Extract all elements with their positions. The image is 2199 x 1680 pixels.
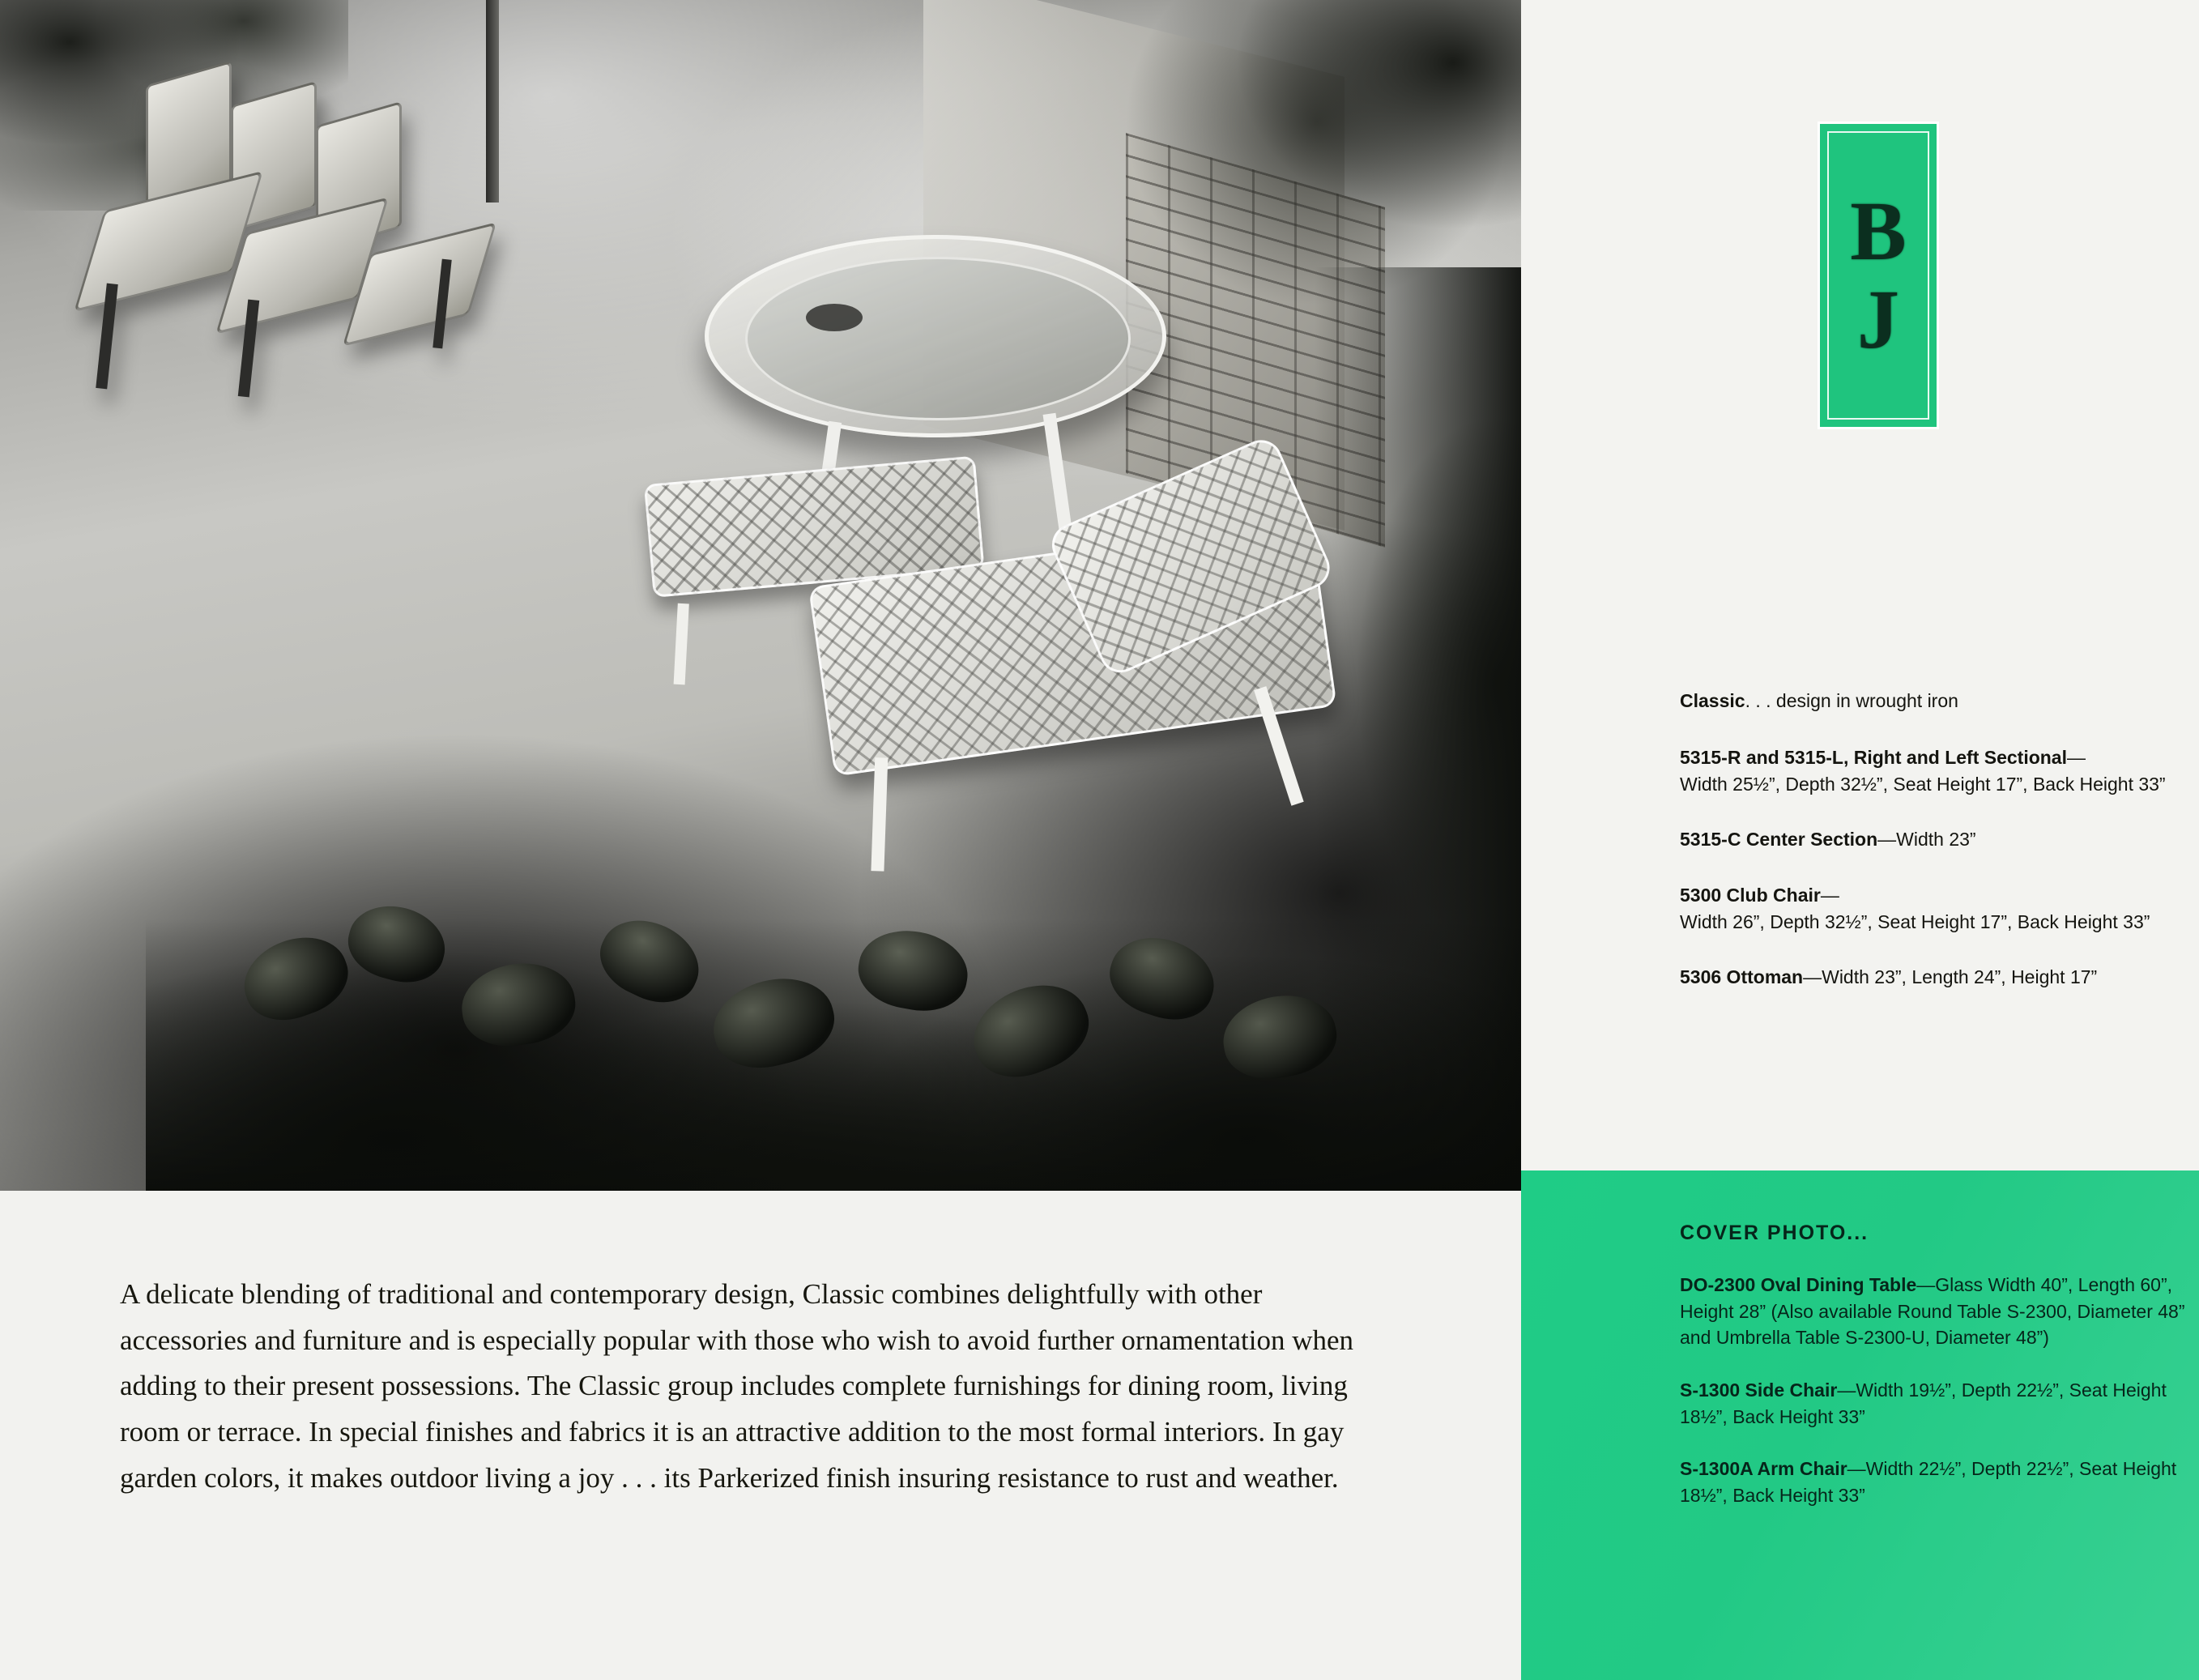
spec-item: [1680, 744, 2182, 797]
spec-headline-bold: Classic: [1680, 690, 1745, 711]
logo-letter-j: J: [1857, 273, 1899, 366]
ottoman-leg: [674, 603, 689, 685]
bj-logo: [1818, 122, 1939, 429]
spec-item: [1680, 882, 2182, 935]
spec-item-detail: Width 26”, Depth 32½”, Seat Height 17”, Back Height 33”: [1680, 910, 2150, 932]
spec-item-dash: —: [2067, 747, 2086, 769]
cover-spec-item: [1680, 1456, 2190, 1508]
spec-item-code: 5300 Club Chair: [1680, 885, 1821, 906]
classic-specifications: [1680, 689, 2182, 991]
cover-spec-dash: —: [1847, 1458, 1866, 1480]
spec-item-dash: —: [1803, 966, 1822, 988]
oval-dining-table: [705, 235, 1166, 437]
spec-item-detail: Width 25½”, Depth 32½”, Seat Height 17”, Back Height 33”: [1680, 773, 2166, 795]
spec-item-dash: —: [1820, 885, 1839, 906]
cover-spec-detail: Glass Width 40”, Length 60”, Height 28” (Also available Round Table S-2300, Diameter 48” and Umbrella Table S-2300-U, Diameter 48”): [1680, 1274, 2185, 1349]
spec-item-code: 5306 Ottoman: [1680, 966, 1804, 988]
spec-headline: [1680, 689, 2182, 714]
cover-photo-specifications: [1680, 1272, 2190, 1509]
spec-item-dash: —: [1877, 829, 1897, 851]
cover-spec-code: DO-2300 Oval Dining Table: [1680, 1274, 1917, 1295]
spec-item-code: 5315-R and 5315-L, Right and Left Sectional: [1680, 747, 2067, 769]
logo-letter-b: B: [1850, 184, 1907, 278]
description-panel: [0, 1191, 1521, 1680]
foliage-foreground: [146, 842, 1521, 1191]
spec-item-detail: Width 23”: [1896, 829, 1976, 851]
cover-spec-item: [1680, 1272, 2190, 1351]
spec-item-code: 5315-C Center Section: [1680, 829, 1878, 851]
table-centerpiece: [806, 304, 863, 331]
cover-photograph: [0, 0, 1521, 1191]
sectional-sofa: [57, 57, 559, 397]
cover-photo-title: COVER PHOTO...: [1680, 1222, 1869, 1244]
spec-item-detail: Width 23”, Length 24”, Height 17”: [1822, 966, 2098, 988]
spec-headline-rest: . . . design in wrought iron: [1745, 690, 1958, 711]
cover-spec-item: [1680, 1377, 2190, 1430]
cover-photo-panel: [1521, 1170, 2199, 1680]
logo-letters: [1820, 124, 1937, 427]
table-glass-top: [745, 257, 1131, 420]
spec-item: [1680, 964, 2182, 991]
spec-item: [1680, 826, 2182, 853]
spec-panel: [1521, 0, 2199, 1170]
cover-spec-dash: —: [1837, 1379, 1856, 1401]
cover-spec-detail: Width 19½”, Depth 22½”, Seat Height 18½”, Back Height 33”: [1680, 1379, 2167, 1427]
post: [486, 0, 499, 203]
cover-spec-dash: —: [1916, 1274, 1936, 1295]
cover-spec-code: S-1300 Side Chair: [1680, 1379, 1838, 1401]
cover-spec-detail: Width 22½”, Depth 22½”, Seat Height 18½”, Back Height 33”: [1680, 1458, 2177, 1506]
cover-spec-code: S-1300A Arm Chair: [1680, 1458, 1847, 1480]
description-paragraph: A delicate blending of traditional and contemporary design, Classic combines delightfully with other accessories and furniture and is especially popular with those who wish to avoid further ornamentation when adding to their present possessions. The Classic group includes complete furnishings for dining room, living room or terrace. In special finishes and fabrics it is an attractive addition to the most formal interiors. In gay garden colors, it makes outdoor living a joy . . . its Parkerized finish insuring resistance to rust and weather.: [120, 1278, 1354, 1494]
